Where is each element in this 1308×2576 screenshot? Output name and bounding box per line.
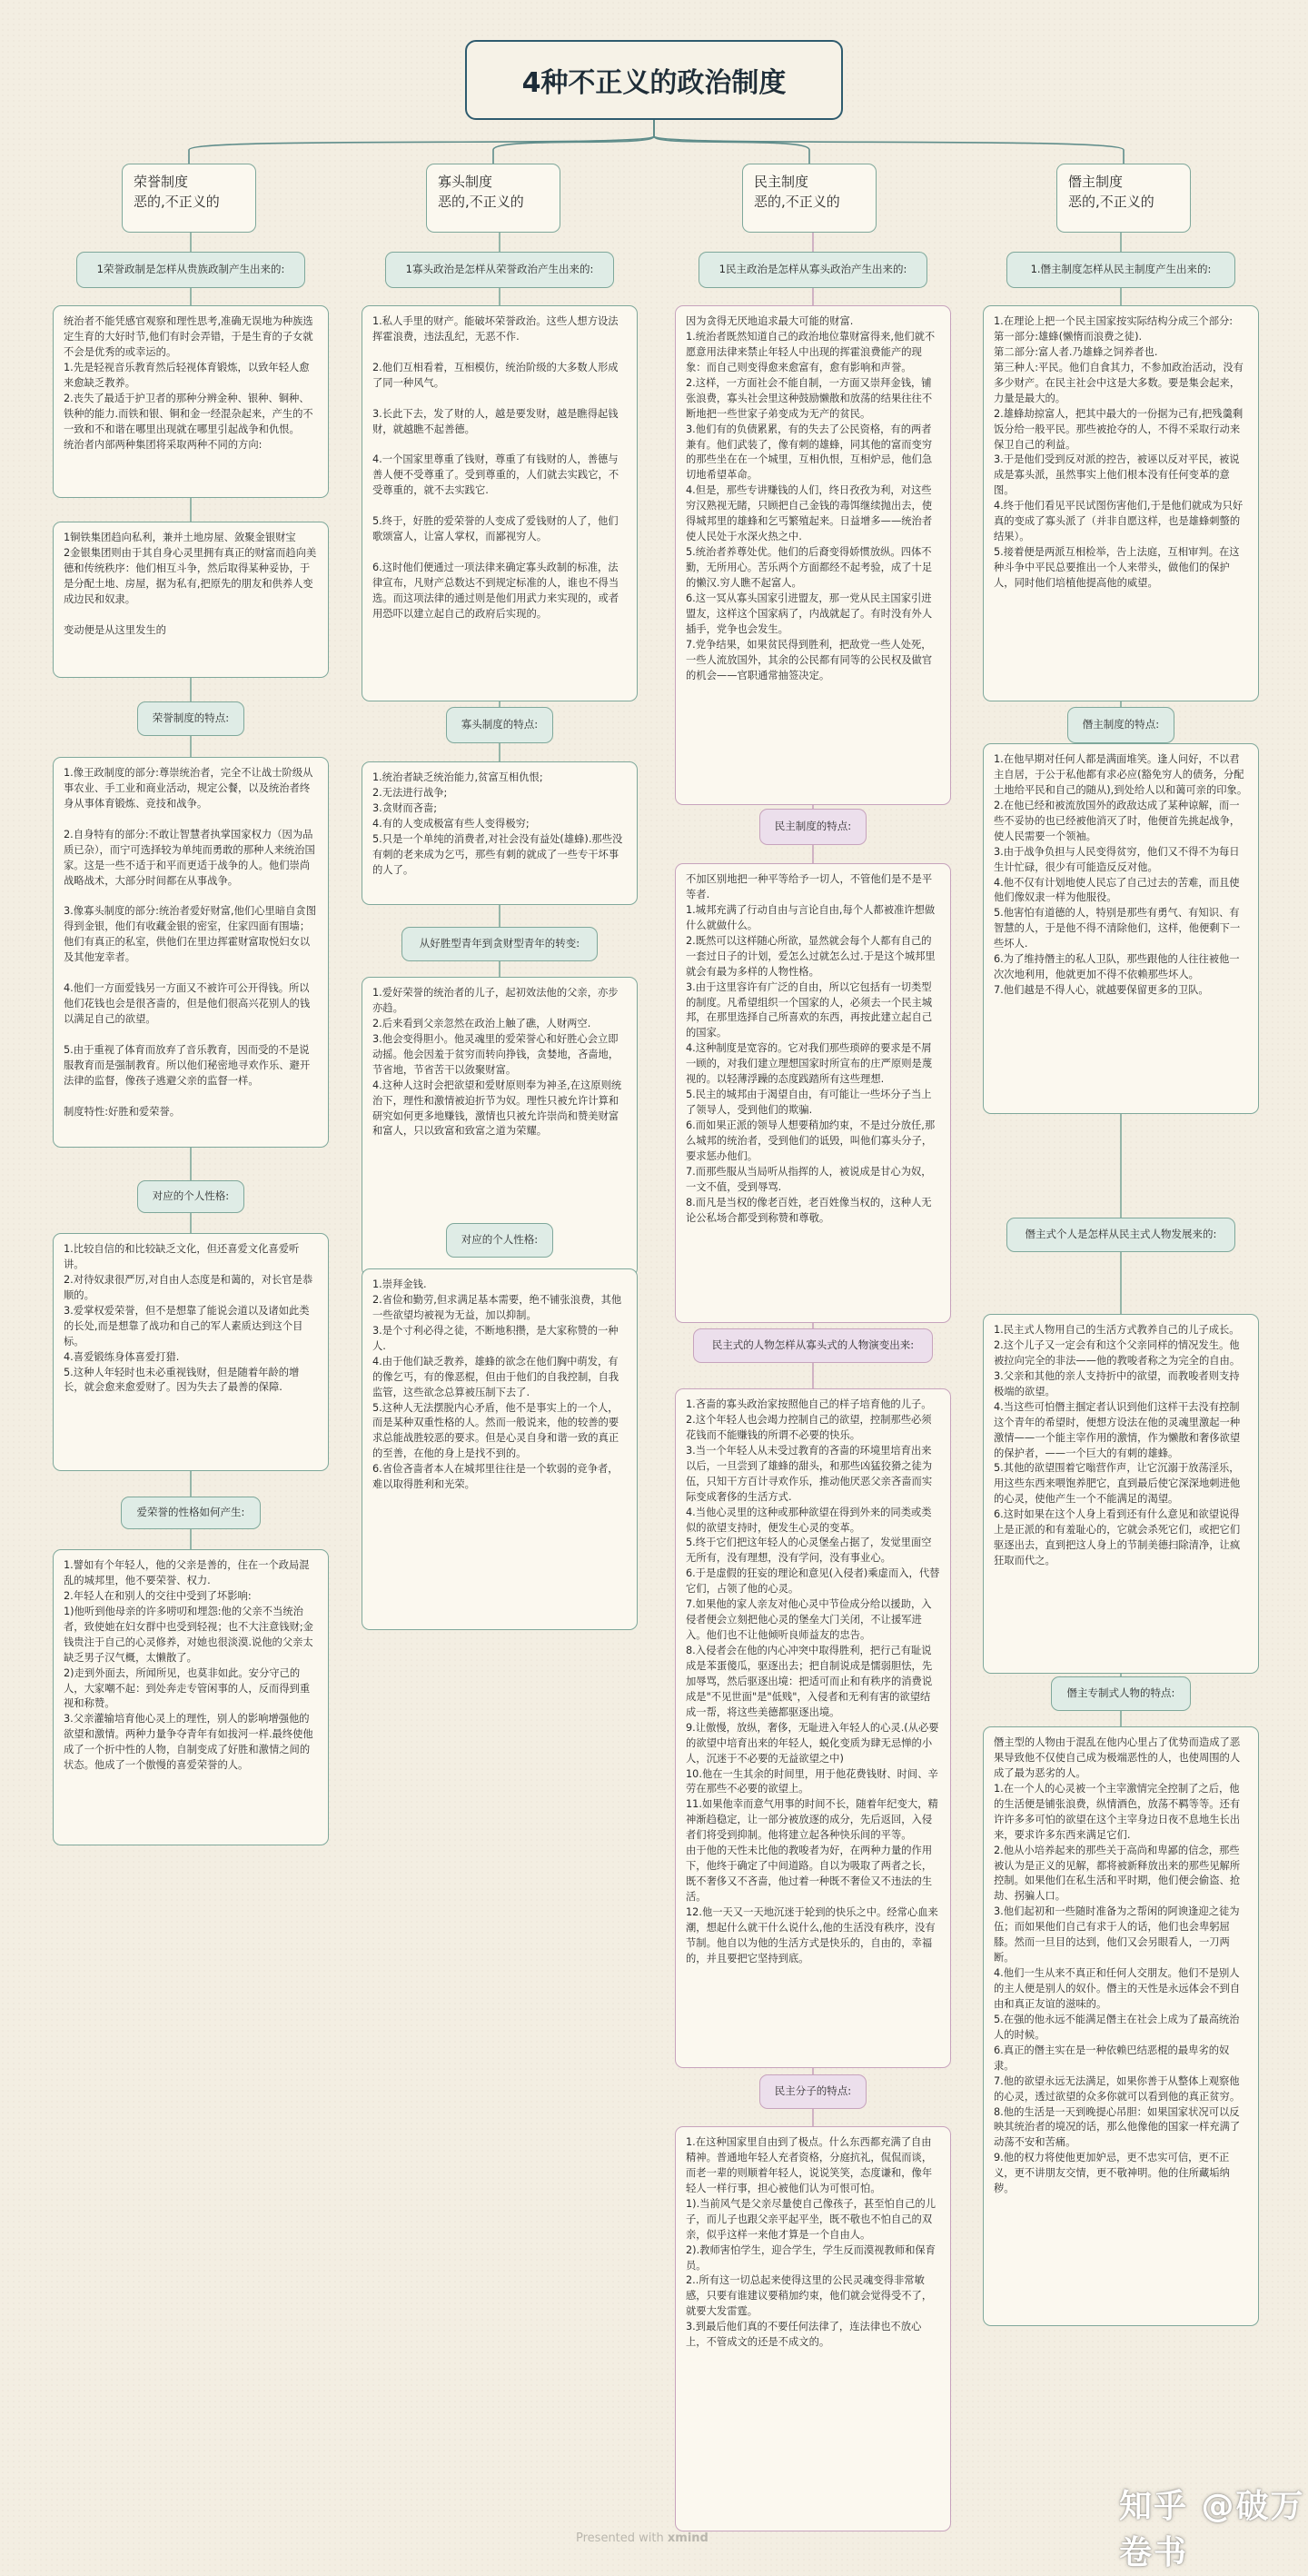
section-label[interactable]: 1.僭主制度怎样从民主制度产生出来的: <box>1006 252 1235 288</box>
watermark: 知乎 @破万卷书 <box>1119 2488 1305 2571</box>
section-label[interactable]: 民主式的人物怎样从寡头式的人物演变出来: <box>693 1328 933 1363</box>
section-label[interactable]: 僭主专制式人物的特点: <box>1051 1676 1191 1711</box>
content-block[interactable]: 1.在这种国家里自由到了极点。什么东西都充满了自由精神。普通地年轻人充者资格，分庭抗礼，侃侃而谈，而老一辈的则顺着年轻人，说说笑笑，态度谦和，像年轻人一样行事，担心被他们认为可恨可怕。 1).当前风气是父亲尽量使自己像孩子，甚至怕自己的儿子，而儿子也跟父亲平起平坐，既不敬也不怕自己的双亲，似乎这样一来他才算是一个自由人。 2).教师害怕学生，迎合学生，学生反而漠视教师和保育员。 2..所有这一切总起来使得这里的公民灵魂变得非常敏感，只要有谁建议要稍加约束，他们就会觉得受不了，就要大发雷霆。 3.到最后他们真的不要任何法律了，连法律也不放心上，不管成文的还是不成文的。 <box>675 2126 951 2531</box>
content-block[interactable]: 1.民主式人物用自己的生活方式教养自己的儿子成长。 2.这个儿子又一定会有和这个父亲同样的情况发生。他被拉向完全的非法——他的教唆者称之为完全的自由。 3.父亲和其他的亲人支持折中的欲望，而教唆者则支持极端的欲望。 4.当这些可怕僭主掴定者认识到他们这样干去没有控制这个青年的希望时，便想方设法在他的灵魂里激起一种激情——一个能主宰作用的激情，作为懒散和奢侈欲望的保护者，——一个巨大的有刺的雄蜂。 5.其他的欲望围着它嗡营作声，让它沉溺于放荡淫乐，用这些东西来喂饱养肥它，直到最后使它深深地刺进他的心灵，使他产生一个不能满足的渴望。 6.这时如果在这个人身上看到还有什么意见和欲望说得上是正派的和有羞耻心的，它就会杀死它们，或把它们驱逐出去，直到把这人身上的节制美德扫除清净，让疯狂取而代之。 <box>983 1314 1259 1674</box>
root-title[interactable]: 4种不正义的政治制度 <box>465 40 843 120</box>
section-label[interactable]: 对应的个人性格: <box>137 1180 244 1213</box>
section-label[interactable]: 僭主制度的特点: <box>1067 707 1174 743</box>
connector-line <box>654 120 1124 164</box>
section-label[interactable]: 僭主式个人是怎样从民主式人物发展来的: <box>1006 1218 1235 1252</box>
section-label[interactable]: 民主分子的特点: <box>759 2074 867 2109</box>
content-block[interactable]: 1.在他早期对任何人都是满面堆笑。逢人问好，不以君主自居，于公于私他都有求必应(豁免穷人的债务，分配土地给平民和自己的随从),到处给人以和蔼可亲的印象。 2.在他已经和被流放国外的政敌达成了某种谅解，而一些不妥协的也已经被他消灭了时，他便首先挑起战争，使人民需要一个领袖。 3.由于战争负担与人民变得贫穷，他们又不得不为每日生计忙碌，很少有可能造反反对他。 4.他不仅有计划地使人民忘了自己过去的苦难，而且使他们像奴隶一样为他服役。 5.他害怕有道德的人，特别是那些有勇气、有知识、有智慧的人，于是他不得不清除他们，这样，他便剩下一些坏人. 6.为了维持僭主的私人卫队，那些跟他的人往往被他一次次地利用，他就更加不得不依赖那些坏人。 7.他们越是不得人心，就越要保留更多的卫队。 <box>983 743 1259 1114</box>
footer-brand: xmind <box>667 2531 708 2545</box>
content-block[interactable]: 1铜铁集团趋向私利，兼并土地房屋、敛聚金银财宝 2金银集团则由于其自身心灵里拥有真正的财富而趋向美德和传统秩序：他们相互斗争，然后取得某种妥协，于是分配土地、房屋，据为私有,把原先的朋友和供养人变成边民和奴隶。 变动便是从这里发生的 <box>53 522 329 678</box>
content-block[interactable]: 1.吝啬的寡头政治家按照他自己的样子培育他的儿子。 2.这个年轻人也会竭力控制自己的欲望，控制那些必须花钱而不能赚钱的所谓不必要的快乐。 3.当一个年轻人从未受过教育的吝啬的环境里培育出来以后，一旦尝到了雄蜂的甜头，和那些凶猛狡猾之徒为伍，只知干方百计寻欢作乐，推动他厌恶父亲吝啬而实际变成奢侈的生活方式. 4.当他心灵里的这种或那种欲望在得到外来的同类或类似的欲望支持时，便发生心灵的变革。 5.终于它们把这年轻人的心灵堡垒占据了，发觉里面空无所有，没有理想，没有学问，没有事业心。 6.于是虚假的狂妄的理论和意见(入侵者)乘虚而入，代替它们，占领了他的心灵。 7.如果他的家人亲友对他心灵中节俭成分给以援助，入侵者便会立刻把他心灵的堡垒大门关闭，不让援军进入。他们也不让他倾听良师益友的忠告。 8.入侵者会在他的内心冲突中取得胜利，把行己有耻说成是苯蛋傻瓜，驱逐出去；把自制说成是懦弱胆怯，先加辱骂，然后驱逐出境：把适可而止和有秩序的消费说成是"不见世面"是"低贱"，入侵者和无利有害的欲望结成一帮，将这些美德都驱逐出境。 9.让傲慢，放纵，奢侈，无耻进入年轻人的心灵.(从必要的欲望中培育出来的年轻人，蜕化变质为肆无忌惮的小人，沉迷于不必要的无益欲望之中) 10.他在一生其余的时间里，用于他花费钱财、时间、辛劳在那些不必要的欲望上。 11.如果他幸而意气用事的时间不长，随着年纪变大，精神渐趋稳定，让一部分被放逐的成分，先后返回，入侵者们将受到抑制。他将建立起各种快乐间的平等。 由于他的天性未比他的教唆者为好，在两种力量的作用下，他终于确定了中间道路。自以为吸取了两者之长，既不奢侈又不吝啬，他过着一种既不奢俭又不违法的生活。 12.他一天又一天地沉迷于轮到的快乐之中。经常心血来潮，想起什么就干什么说什么,他的生活没有秩序，没有节制。他自以为他的生活方式是快乐的，自由的，幸福的，并且要把它坚持到底。 <box>675 1388 951 2068</box>
content-block[interactable]: 不加区别地把一种平等给予一切人，不管他们是不是平等者. 1.城邦充满了行动自由与言论自由,每个人都被准许想做什么就做什么。 2.既然可以这样随心所欲，显然就会每个人都有自己的一套过日子的计划，爱怎么过就怎么过.于是这个城邦里就会有最为多样的人物性格。 3.由于这里容许有广泛的自由，所以它包括有一切类型的制度。凡希望组织一个国家的人，必须去一个民主城邦，在那里选择自己所喜欢的东西，再按此建立起自己的国家。 4.这种制度是宽容的。它对我们那些琐碎的要求是不屑一顾的，对我们建立理想国家时所宣布的庄严原则是蔑视的。以轻薄浮躁的态度践踏所有这些理想. 5.民主的城邦由于渴望自由，有可能让一些坏分子当上了领导人，受到他们的欺骗. 6.而如果正派的领导人想要稍加约束，不是过分放任,那么城邦的统治者，受到他们的诋毁，叫他们寡头分子，要求惩办他们。 7.而那些服从当局听从指挥的人，被说成是甘心为奴，一文不值，受到辱骂. 8.而凡是当权的像老百姓，老百姓像当权的，这种人无论公私场合都受到称赞和尊敬。 <box>675 863 951 1323</box>
content-block[interactable]: 1.比较自信的和比较缺乏文化，但还喜爱文化喜爱听讲。 2.对待奴隶很严厉,对自由人态度是和蔼的，对长官是恭顺的。 3.爱掌权爱荣誉，但不是想靠了能说会道以及诸如此类的长处,而是想靠了战功和自己的军人素质达到这个目标。 4.喜爱锻练身体喜爱打猎. 5.这种人年轻时也未必重视钱财，但是随着年龄的增长，就会愈来愈爱财了。因为失去了最善的保障. <box>53 1233 329 1471</box>
content-block[interactable]: 1.在理论上把一个民主国家按实际结构分成三个部分: 第一部分:雄蜂(懒惰而浪费之徒). 第二部分:富人者.乃雄蜂之饲养者也. 第三种人:平民。他们自食其力，不参加政治活动，没有多少财产。在民主社会中这是大多数。要是集会起来，力量是最大的。 2.雄蜂劫掠富人，把其中最大的一份据为己有,把残羹剩饭分给一般平民。那些被抢夺的人，不得不采取行动来保卫自己的利益。 3.于是他们受到反对派的控告，被诬以反对平民，被说成是寡头派，虽然事实上他们根本没有任何变革的意图。 4.终于他们看见平民试图伤害他们,于是他们就成为只好真的变成了寡头派了（并非自愿这样，也是雄蜂刺螫的结果）。 5.接着便是两派互相检举，告上法庭，互相审判。在这种斗争中平民总要推出一个人来带头，做他们的保护人，同时他们培植他提高他的威望。 <box>983 305 1259 701</box>
section-label[interactable]: 1寡头政治是怎样从荣誉政治产生出来的: <box>385 252 614 288</box>
section-label[interactable]: 1荣誉政制是怎样从贵族政制产生出来的: <box>76 252 305 288</box>
branch-header[interactable]: 僭主制度 恶的,不正义的 <box>1056 164 1191 233</box>
section-label[interactable]: 1民主政治是怎样从寡头政治产生出来的: <box>699 252 927 288</box>
footer-prefix: Presented with <box>576 2531 664 2545</box>
content-block[interactable]: 1.譬如有个年轻人，他的父亲是善的，住在一个政局混乱的城邦里，他不要荣誉、权力. 2.年轻人在和别人的交往中受到了坏影响: 1)他听到他母亲的许多唠叨和埋怨:他的父亲不当统治者，致使她在妇女群中也受到轻视；也不大注意钱财;金钱贵注于自己的心灵修养，对她也很淡漠.说他的父亲太缺乏男子汉气概，太懒散了。 2)走到外面去，所闻所见，也莫非如此。安分守己的人，大家嘲不起：到处奔走专管闲事的人，反而得到重视和称赞。 3.父亲灌输培育他心灵上的理性，别人的影响增强他的欲望和激情。两种力量争夺青年有如拔河一样.最终使他成了一个折中性的人物，自制变成了好胜和激情之间的状态。他成了一个傲慢的喜爱荣誉的人。 <box>53 1549 329 1845</box>
content-block[interactable]: 1.私人手里的财产。能破坏荣誉政治。这些人想方设法挥霍浪费，违法乱纪，无恶不作. 2.他们互相看着，互相模仿，统治阶级的大多数人形成了同一种风气。 3.长此下去，发了财的人，越是要发财，越是瞧得起钱财，就越瞧不起善德。 4.一个国家里尊重了钱财，尊重了有钱财的人，善德与善人便不受尊重了。受到尊重的，人们就去实践它，不受尊重的，就不去实践它. 5.终于，好胜的爱荣誉的人变成了爱钱财的人了，他们歌颂富人，让富人掌权，而鄙视穷人。 6.这时他们便通过一项法律来确定寡头政制的标准，法律宣布，凡财产总数达不到规定标准的人，谁也不得当选。而这项法律的通过则是他们用武力来实现的，或者用恐吓以建立起自己的政府后实现的。 <box>362 305 638 701</box>
content-block[interactable]: 1.崇拜金钱. 2.省俭和勤劳,但求满足基本需要，绝不铺张浪费，其他一些欲望均被视为无益，加以抑制。 3.是个寸利必得之徒，不断地积攒，是大家称赞的一种人. 4.由于他们缺乏教养，雄蜂的欲念在他们胸中萌发，有的像乞丐，有的像恶棍，但由于他们的自我控制，自我监管，这些欲念总算被压制下去了. 5.这种人无法摆脱内心矛盾，他不是事实上的一个人，而是某种双重性格的人。然而一般说来，他的较善的要求总能战胜较恶的要求。但是心灵自身和谐一致的真正的至善，在他的身上是找不到的。 6.省俭吝啬者本人在城邦里往往是一个软弱的竞争者，难以取得胜利和光荣。 <box>362 1268 638 1630</box>
section-label[interactable]: 对应的个人性格: <box>446 1223 553 1258</box>
content-block[interactable]: 1.统治者缺乏统治能力,贫富互相仇恨; 2.无法进行战争; 3.贪财而吝啬; 4.有的人变成极富有些人变得极穷; 5.只是一个单纯的消费者,对社会没有益处(雄蜂).那些没有刺的老来成为乞丐，那些有刺的就成了一些专干坏事的人了。 <box>362 761 638 905</box>
section-label[interactable]: 荣誉制度的特点: <box>137 701 244 736</box>
content-block[interactable]: 1.像王政制度的部分:尊崇统治者，完全不让战士阶级从事农业、手工业和商业活动，规定公餐，以及统治者终身从事体育锻炼、竞技和战争。 2.自身特有的部分:不敢让智慧者执掌国家权力（因为品质已杂），而宁可选择较为单纯而勇敢的那种人来统治国家。这是一些不适于和平而更适于战争的人。他们崇尚战略战术，大部分时间都在从事战争。 3.像寡头制度的部分:统治者爱好财富,他们心里暗自贪图得到金银，他们有收藏金银的密室，住家四面有围墙；他们有真正的私室，供他们在里边挥霍财富取悦妇女以及其他宠幸者。 4.他们一方面爱钱另一方面又不被许可公开得钱。所以他们花钱也会是很吝啬的，但是他们很高兴花别人的钱以满足自己的欲望。 5.由于重视了体育而放弃了音乐教育，因而受的不是说服教育而是强制教育。所以他们秘密地寻欢作乐、避开法律的监督，像孩子逃避父亲的监督一样。 制度特性:好胜和爱荣誉。 <box>53 757 329 1148</box>
section-label[interactable]: 寡头制度的特点: <box>446 707 553 743</box>
section-label[interactable]: 从好胜型青年到贪财型青年的转变: <box>401 927 597 961</box>
branch-header[interactable]: 民主制度 恶的,不正义的 <box>742 164 877 233</box>
branch-header[interactable]: 荣誉制度 恶的,不正义的 <box>122 164 256 233</box>
section-label[interactable]: 民主制度的特点: <box>759 809 867 845</box>
footer-credit <box>576 2531 708 2545</box>
content-block[interactable]: 因为贪得无厌地追求最大可能的财富. 1.统治者既然知道自己的政治地位靠财富得来,他们就不愿意用法律来禁止年轻人中出现的挥霍浪费能产的现象：而自己则变得愈来愈富有，愈有影响和声誉。 2.这样，一方面社会不能自制，一方面又崇拜金钱，铺张浪费，寡头社会里这种鼓励懒散和放荡的结果往往不断地把一些世家子弟变成为无产的贫民。 3.他们有的负债累累，有的失去了公民资格，有的两者兼有。他们武装了，像有刺的雄蜂，同其他的富而变穷的那些坐在在一个城里，互相仇恨，互相炉忌，他们急切地希望革命。 4.但是，那些专讲赚钱的人们，终日孜孜为利，对这些穷汉熟视无睹，只顾把自己金钱的毒饵继续抛出去，使得城邦里的雄蜂和乞丐繁殖起来。日益增多——统治者使人民处于水深火热之中. 5.统治者养尊处优。他们的后裔变得娇惯放纵。四体不勤，无所用心。苦乐两个方面都经不起考验，成了十足的懒汉.穷人瞧不起富人。 6.这一冥从寡头国家引进盟友，那一党从民主国家引进盟友，这样这个国家病了，内战就起了。有时没有外人插手，党争也会发生。 7.党争结果，如果贫民得到胜利，把敌党一些人处死，一些人流放国外，其余的公民都有同等的公民权及做官的机会——官职通常抽签决定。 <box>675 305 951 805</box>
branch-header[interactable]: 寡头制度 恶的,不正义的 <box>426 164 560 233</box>
content-block[interactable]: 统治者不能凭感官观察和理性思考,准确无误地为种族选定生育的大好时节,他们有时会弄错，于是生育的子女就不会是优秀的或幸运的。 1.先是轻视音乐教育然后轻视体育锻炼，以致年轻人愈来愈缺乏教养。 2.丧失了最适于护卫者的那种分辨金种、银种、铜种、铁种的能力.而铁和银、铜和金一经混杂起来，产生的不一致和不和谐在哪里出现就在哪里引起战争和仇恨。 统治者内部两种集团将采取两种不同的方向: <box>53 305 329 498</box>
content-block[interactable]: 1.爱好荣誉的统治者的儿子，起初效法他的父亲，亦步亦趋。 2.后来看到父亲忽然在政治上触了礁，人财两空. 3.他会变得胆小。他灵魂里的爱荣誉心和好胜心会立即动摇。他会因羞于贫穷而转向挣钱，贪婪地，吝啬地，节省地，节省苦干以敛聚财富。 4.这种人这时会把欲望和爱财原则奉为神圣,在这原则统治下，理性和激情被迫折节为奴。理性只被允许计算和研究如何更多地赚钱，激情也只被允许崇尚和赞美财富和富人，只以致富和致富之道为荣耀。 <box>362 977 638 1277</box>
content-block[interactable]: 僭主型的人物由于混乱在他内心里占了优势而造成了恶果导致他不仅使自己成为极端恶性的人，也使周围的人成了最为恶劣的人。 1.在一个人的心灵被一个主宰激情完全控制了之后，他的生活便是铺张浪费，纵情酒色，放荡不羁等等。还有许许多多可怕的欲望在这个主宰身边日夜不息地生长出来，要求许多东西来满足它们. 2.他从小培养起来的那些关于高尚和卑鄙的信念，那些被认为是正义的见解，都将被新释放出来的那些见解所控制。如果他们在私生活和平时期，他们便会偷盗、抢劫、拐骗人口。 3.他们起初和一些随时准备为之帮闲的阿谀逢迎之徒为伍；而如果他们自己有求于人的话，他们也会卑躬屈膝。然而一旦目的达到，他们又会另眼看人，一刀两断。 4.他们一生从来不真正和任何人交朋友。他们不是别人的主人便是别人的奴仆。僭主的天性是永远体会不到自由和真正友谊的滋味的。 5.在强的他永远不能满足僭主在社会上成为了最高统治人的时候。 6.真正的僭主实在是一种依赖巴结恶棍的最卑劣的奴隶。 7.他的欲望永远无法满足，如果你善于从整体上观察他的心灵，透过欲望的众多你就可以看到他的真正贫穷。 8.他的生活是一天到晚提心吊胆：如果国家状况可以反映其统治者的境况的话，那么他像他的国家一样充满了动荡不安和苦痛。 9.他的权力将使他更加妒忌，更不忠实可信，更不正义，更不讲朋友交情，更不敬神明。他的住所藏垢纳秽。 <box>983 1726 1259 2326</box>
section-label[interactable]: 爱荣誉的性格如何产生: <box>121 1497 261 1529</box>
